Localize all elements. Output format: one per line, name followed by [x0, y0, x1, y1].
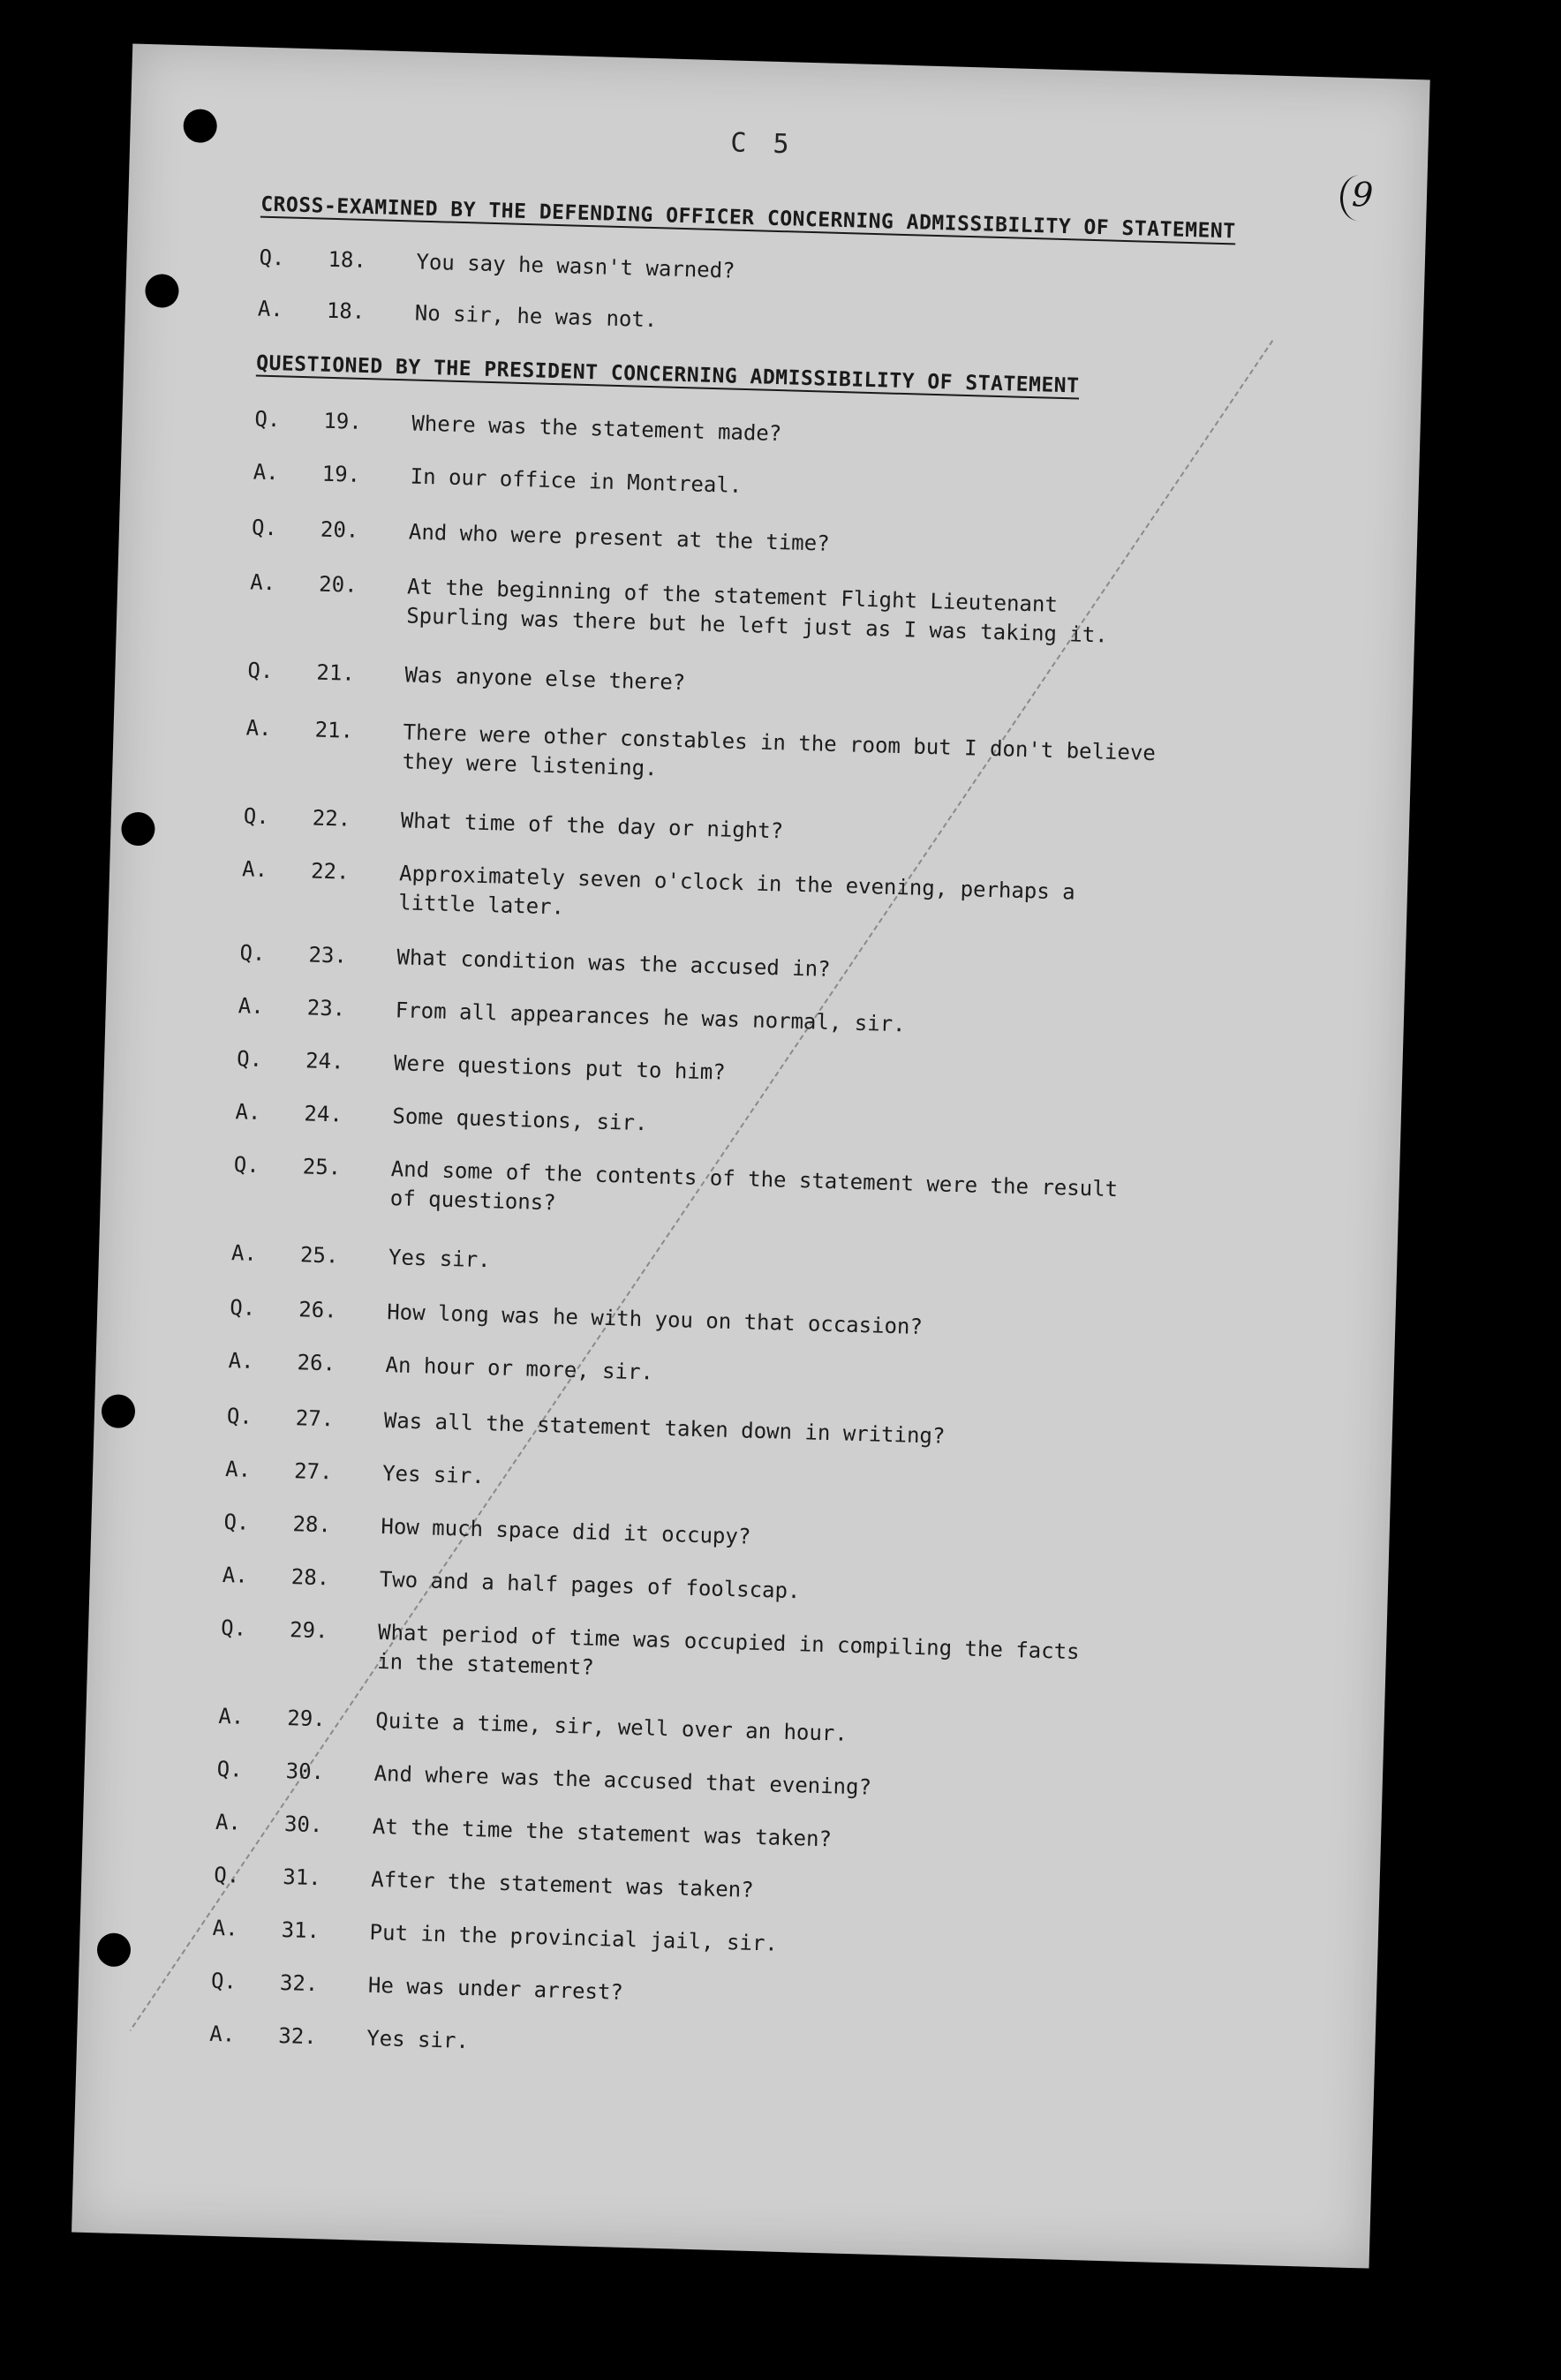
- qa-role: A.: [212, 1915, 239, 1941]
- qa-text: And where was the accused that evening?: [373, 1760, 872, 1800]
- qa-number: 21.: [314, 717, 354, 743]
- qa-number: 24.: [304, 1101, 343, 1127]
- qa-text: Two and a half pages of foolscap.: [379, 1566, 801, 1604]
- qa-text: Some questions, sir.: [392, 1103, 648, 1136]
- qa-role: Q.: [251, 515, 278, 541]
- qa-role: A.: [245, 715, 272, 742]
- qa-number: 25.: [302, 1154, 342, 1180]
- qa-number: 28.: [290, 1564, 330, 1591]
- qa-number: 21.: [316, 659, 356, 686]
- folio-number: 9: [1351, 175, 1374, 215]
- qa-text: Approximately seven o'clock in the evening, perhaps a little later.: [397, 861, 1076, 920]
- qa-role: A.: [238, 993, 265, 1020]
- qa-text: There were other constables in the room but I don't believe they were listening.: [402, 719, 1157, 781]
- qa-number: 23.: [308, 942, 348, 968]
- qa-text: Where was the statement made?: [411, 410, 782, 447]
- qa-role: A.: [230, 1240, 258, 1266]
- qa-text: From all appearances he was normal, sir.: [395, 998, 906, 1037]
- qa-number: 22.: [310, 858, 350, 885]
- qa-role: Q.: [239, 940, 266, 967]
- qa-number: 31.: [282, 1864, 322, 1891]
- qa-role: Q.: [243, 803, 270, 830]
- qa-number: 20.: [320, 516, 359, 543]
- qa-text: What period of time was occupied in compiling the facts in the statement?: [376, 1619, 1080, 1680]
- qa-role: A.: [208, 2021, 236, 2047]
- qa-role: A.: [249, 569, 276, 596]
- qa-number: 29.: [287, 1706, 327, 1732]
- qa-text: An hour or more, sir.: [385, 1352, 654, 1385]
- cross-examined-heading: CROSS-EXAMINED BY THE DEFENDING OFFICER CONCERNING ADMISSIBILITY OF STATEMENT: [260, 192, 1236, 244]
- qa-text: Yes sir.: [388, 1245, 491, 1273]
- qa-role: A.: [241, 856, 268, 883]
- qa-role: Q.: [254, 406, 281, 433]
- qa-number: 27.: [295, 1405, 335, 1432]
- qa-text: In our office in Montreal.: [410, 463, 743, 498]
- qa-text: Was all the statement taken down in writing?: [383, 1408, 946, 1449]
- qa-number: 29.: [289, 1617, 328, 1644]
- qa-role: Q.: [229, 1295, 256, 1321]
- qa-number: 30.: [285, 1759, 325, 1785]
- qa-text: What condition was the accused in?: [396, 945, 831, 982]
- qa-number: 30.: [283, 1811, 323, 1838]
- qa-number: 26.: [298, 1297, 338, 1323]
- qa-role: A.: [222, 1562, 249, 1588]
- qa-number: 31.: [281, 1917, 320, 1944]
- qa-role: Q.: [210, 1968, 238, 1994]
- qa-text: Was anyone else there?: [404, 662, 686, 696]
- qa-number: 19.: [323, 408, 363, 434]
- qa-number: 18.: [326, 298, 366, 324]
- qa-number: 28.: [292, 1511, 332, 1538]
- qa-text: What time of the day or night?: [400, 808, 784, 844]
- qa-text: Yes sir.: [381, 1461, 486, 1489]
- qa-number: 19.: [321, 461, 361, 487]
- qa-role: A.: [253, 459, 280, 486]
- qa-text: And some of the contents of the statement were the result of questions?: [389, 1156, 1119, 1216]
- qa-role: Q.: [216, 1756, 244, 1782]
- qa-number: 22.: [312, 805, 351, 832]
- page-number: C 5: [729, 127, 796, 161]
- qa-number: 18.: [328, 246, 367, 273]
- document-page: [72, 43, 1430, 2268]
- qa-role: Q.: [220, 1615, 247, 1641]
- qa-role: Q.: [214, 1862, 240, 1888]
- qa-number: 27.: [293, 1458, 333, 1485]
- qa-role: A.: [215, 1809, 242, 1835]
- qa-role: Q.: [236, 1046, 263, 1073]
- qa-number: 23.: [306, 995, 346, 1021]
- qa-text: How much space did it occupy?: [381, 1513, 751, 1549]
- qa-role: A.: [235, 1099, 261, 1125]
- qa-text: At the beginning of the statement Flight Lieutenant Spurling was there but he left just as I was taking it.: [405, 574, 1109, 648]
- qa-text: He was under arrest?: [367, 1972, 624, 2005]
- qa-text: Yes sir.: [366, 2025, 470, 2053]
- qa-number: 26.: [297, 1350, 336, 1376]
- qa-text: How long was he with you on that occasion?: [386, 1299, 924, 1340]
- questioned-heading: QUESTIONED BY THE PRESIDENT CONCERNING ADMISSIBILITY OF STATEMENT: [255, 351, 1080, 398]
- qa-role: Q.: [223, 1510, 250, 1535]
- qa-role: A.: [218, 1703, 245, 1729]
- qa-role: A.: [228, 1348, 254, 1374]
- qa-text: No sir, he was not.: [414, 300, 658, 333]
- qa-role: Q.: [226, 1404, 253, 1429]
- qa-role: A.: [224, 1457, 252, 1482]
- qa-number: 32.: [277, 2022, 318, 2050]
- qa-role: Q.: [233, 1152, 260, 1178]
- qa-text: And who were present at the time?: [408, 519, 831, 556]
- qa-text: Were questions put to him?: [393, 1051, 727, 1085]
- qa-role: Q.: [259, 245, 285, 271]
- qa-text: Put in the provincial jail, sir.: [369, 1919, 779, 1956]
- qa-number: 24.: [305, 1048, 344, 1074]
- qa-role: A.: [257, 296, 284, 322]
- qa-text: You say he wasn't warned?: [416, 249, 735, 283]
- qa-text: After the statement was taken?: [370, 1866, 755, 1902]
- qa-number: 25.: [299, 1242, 339, 1269]
- qa-text: At the time the statement was taken?: [372, 1813, 833, 1852]
- qa-number: 20.: [318, 571, 358, 598]
- qa-role: Q.: [247, 658, 274, 684]
- qa-number: 32.: [279, 1970, 319, 1997]
- qa-text: Quite a time, sir, well over an hour.: [374, 1707, 848, 1746]
